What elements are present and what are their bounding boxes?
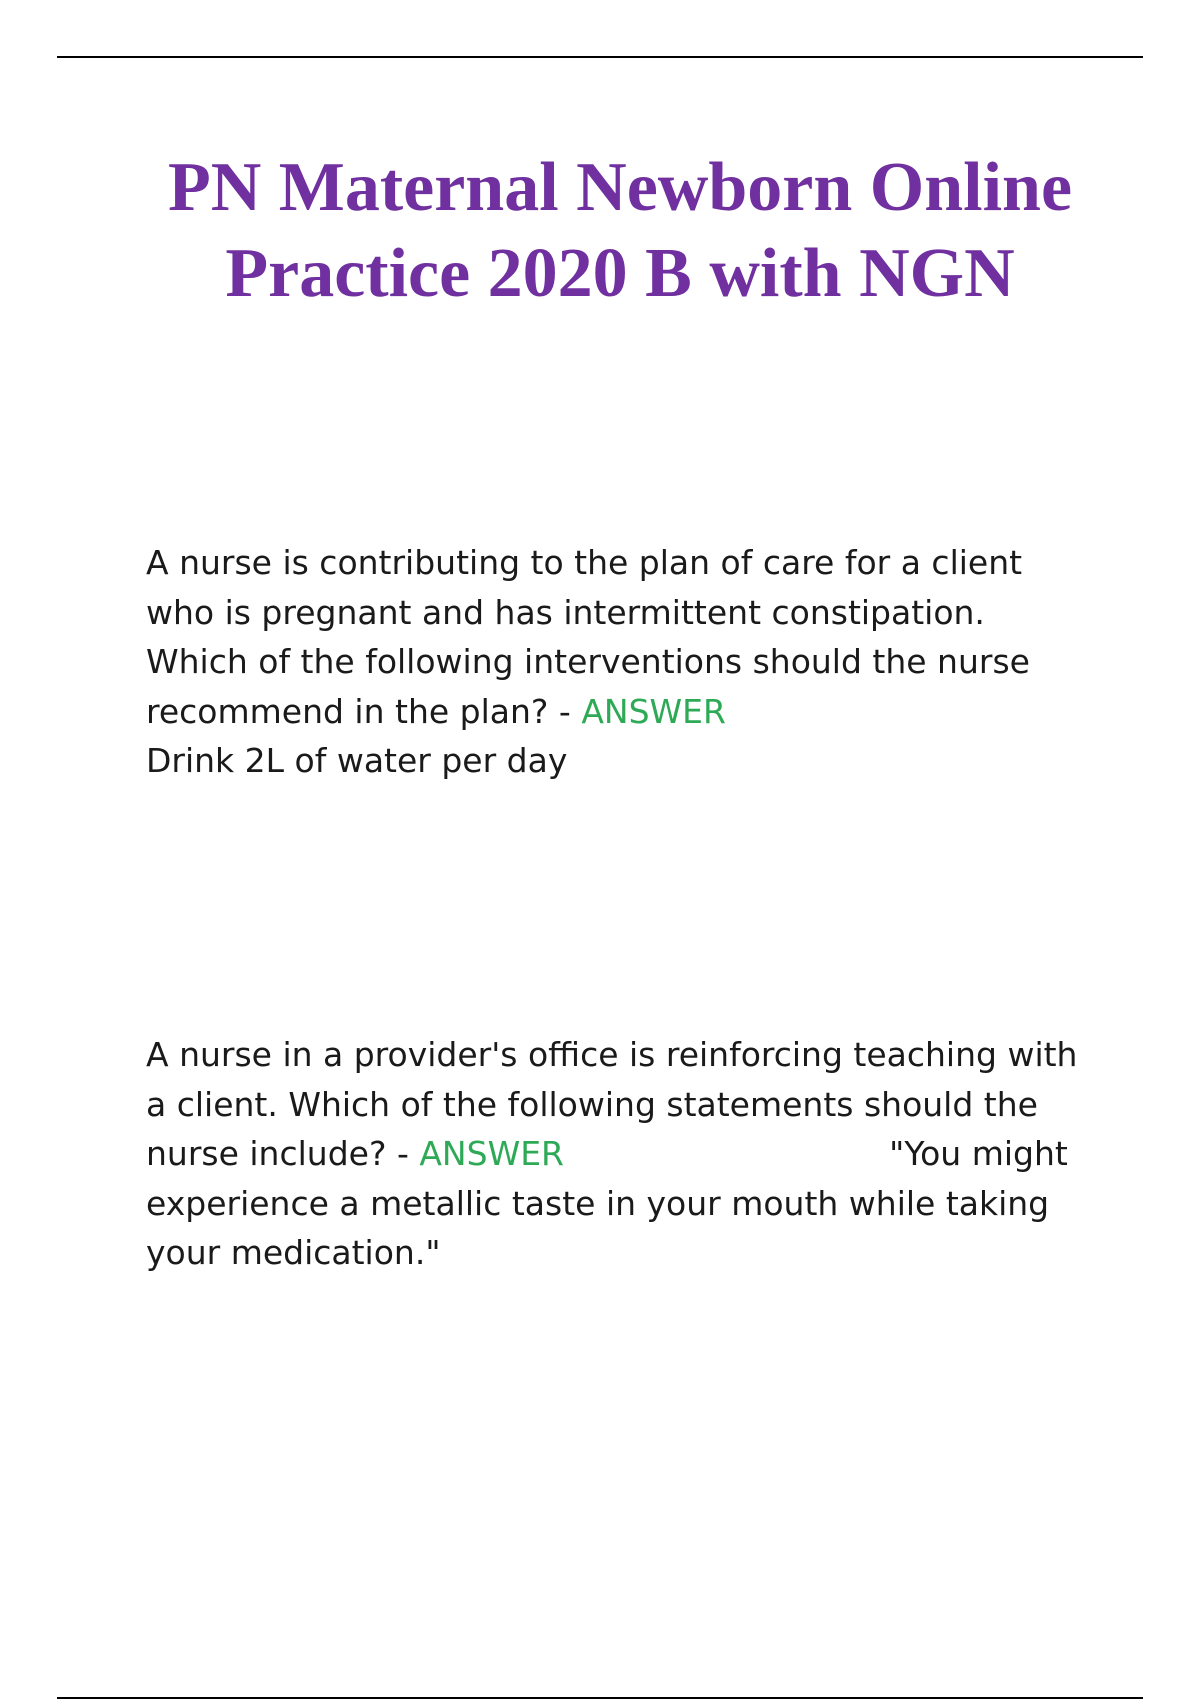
question-block-2 [146, 1030, 1086, 1278]
title-line-2: Practice 2020 B with NGN [225, 235, 1015, 312]
answer-2-text: "You might experience a metallic taste in your mouth while taking your medication." [146, 1134, 1068, 1272]
answer-1-text: Drink 2L of water per day [146, 741, 568, 780]
question-block-1 [146, 538, 1086, 786]
title-line-1: PN Maternal Newborn Online [167, 149, 1073, 226]
document-title [60, 145, 1180, 317]
answer-2-label: ANSWER [419, 1134, 564, 1173]
answer-1-label: ANSWER [581, 691, 726, 731]
top-rule [57, 56, 1143, 58]
question-1-text: A nurse is contributing to the plan of care for a client who is pregnant and has intermittent constipation. Which of the following interventions should the nurse recommend in the plan? - [146, 543, 1030, 731]
question-2-text: A nurse in a provider's office is reinforcing teaching with a client. Which of the following statements should the nurse include? - [146, 1035, 1078, 1173]
bottom-rule [57, 1697, 1143, 1699]
